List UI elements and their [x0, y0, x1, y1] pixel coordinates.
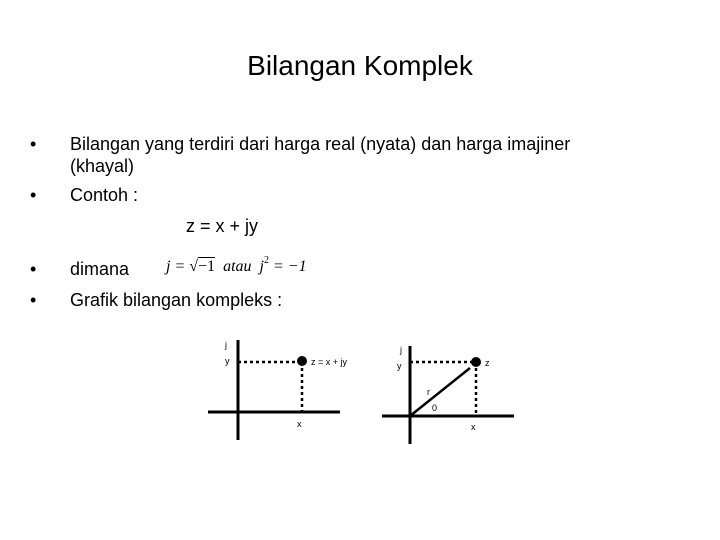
bullet-symbol: •: [30, 259, 37, 279]
graph-polar: [382, 345, 514, 444]
graph2-point-z: [471, 357, 481, 367]
graph2-r-label: r: [427, 387, 430, 397]
bullet-text: Grafik bilangan kompleks :: [70, 290, 283, 310]
graph2-axis-x: x: [471, 422, 476, 432]
page-title: Bilangan Komplek: [247, 50, 473, 81]
formula-rhs: = −1: [272, 258, 307, 275]
graph1-axis-x: x: [297, 419, 302, 429]
formula-exponent: 2: [263, 255, 269, 266]
graph-rectangular: [208, 340, 348, 440]
graph2-theta-label: 0: [432, 403, 438, 413]
formula-minus-one: −1: [198, 258, 216, 275]
bullet-text: Contoh :: [70, 185, 139, 205]
graph2-axis-j: j: [400, 345, 402, 355]
bullet-text: dimana: [70, 259, 130, 279]
graph2-point-label: z: [485, 358, 490, 368]
graph1-axis-y: y: [225, 356, 230, 366]
bullet-text-continuation: (khayal): [70, 156, 135, 176]
graph1-axis-j: j: [225, 340, 227, 350]
example-equation: z = x + jy: [186, 216, 259, 236]
bullet-symbol: •: [30, 134, 37, 154]
graph2-axis-y: y: [397, 361, 402, 371]
bullet-text: Bilangan yang terdiri dari harga real (nyata) dan harga imajiner: [70, 134, 571, 154]
bullet-symbol: •: [30, 185, 37, 205]
graph1-point-z: [297, 356, 307, 366]
formula-j2: j: [259, 258, 264, 275]
graph1-point-label: z = x + jy: [311, 357, 348, 367]
formula-j-left: j =: [166, 258, 186, 275]
sqrt-symbol: √: [189, 258, 199, 275]
formula-atau: atau: [223, 258, 252, 275]
graph2-vector-r: [410, 368, 470, 416]
bullet-symbol: •: [30, 290, 37, 310]
